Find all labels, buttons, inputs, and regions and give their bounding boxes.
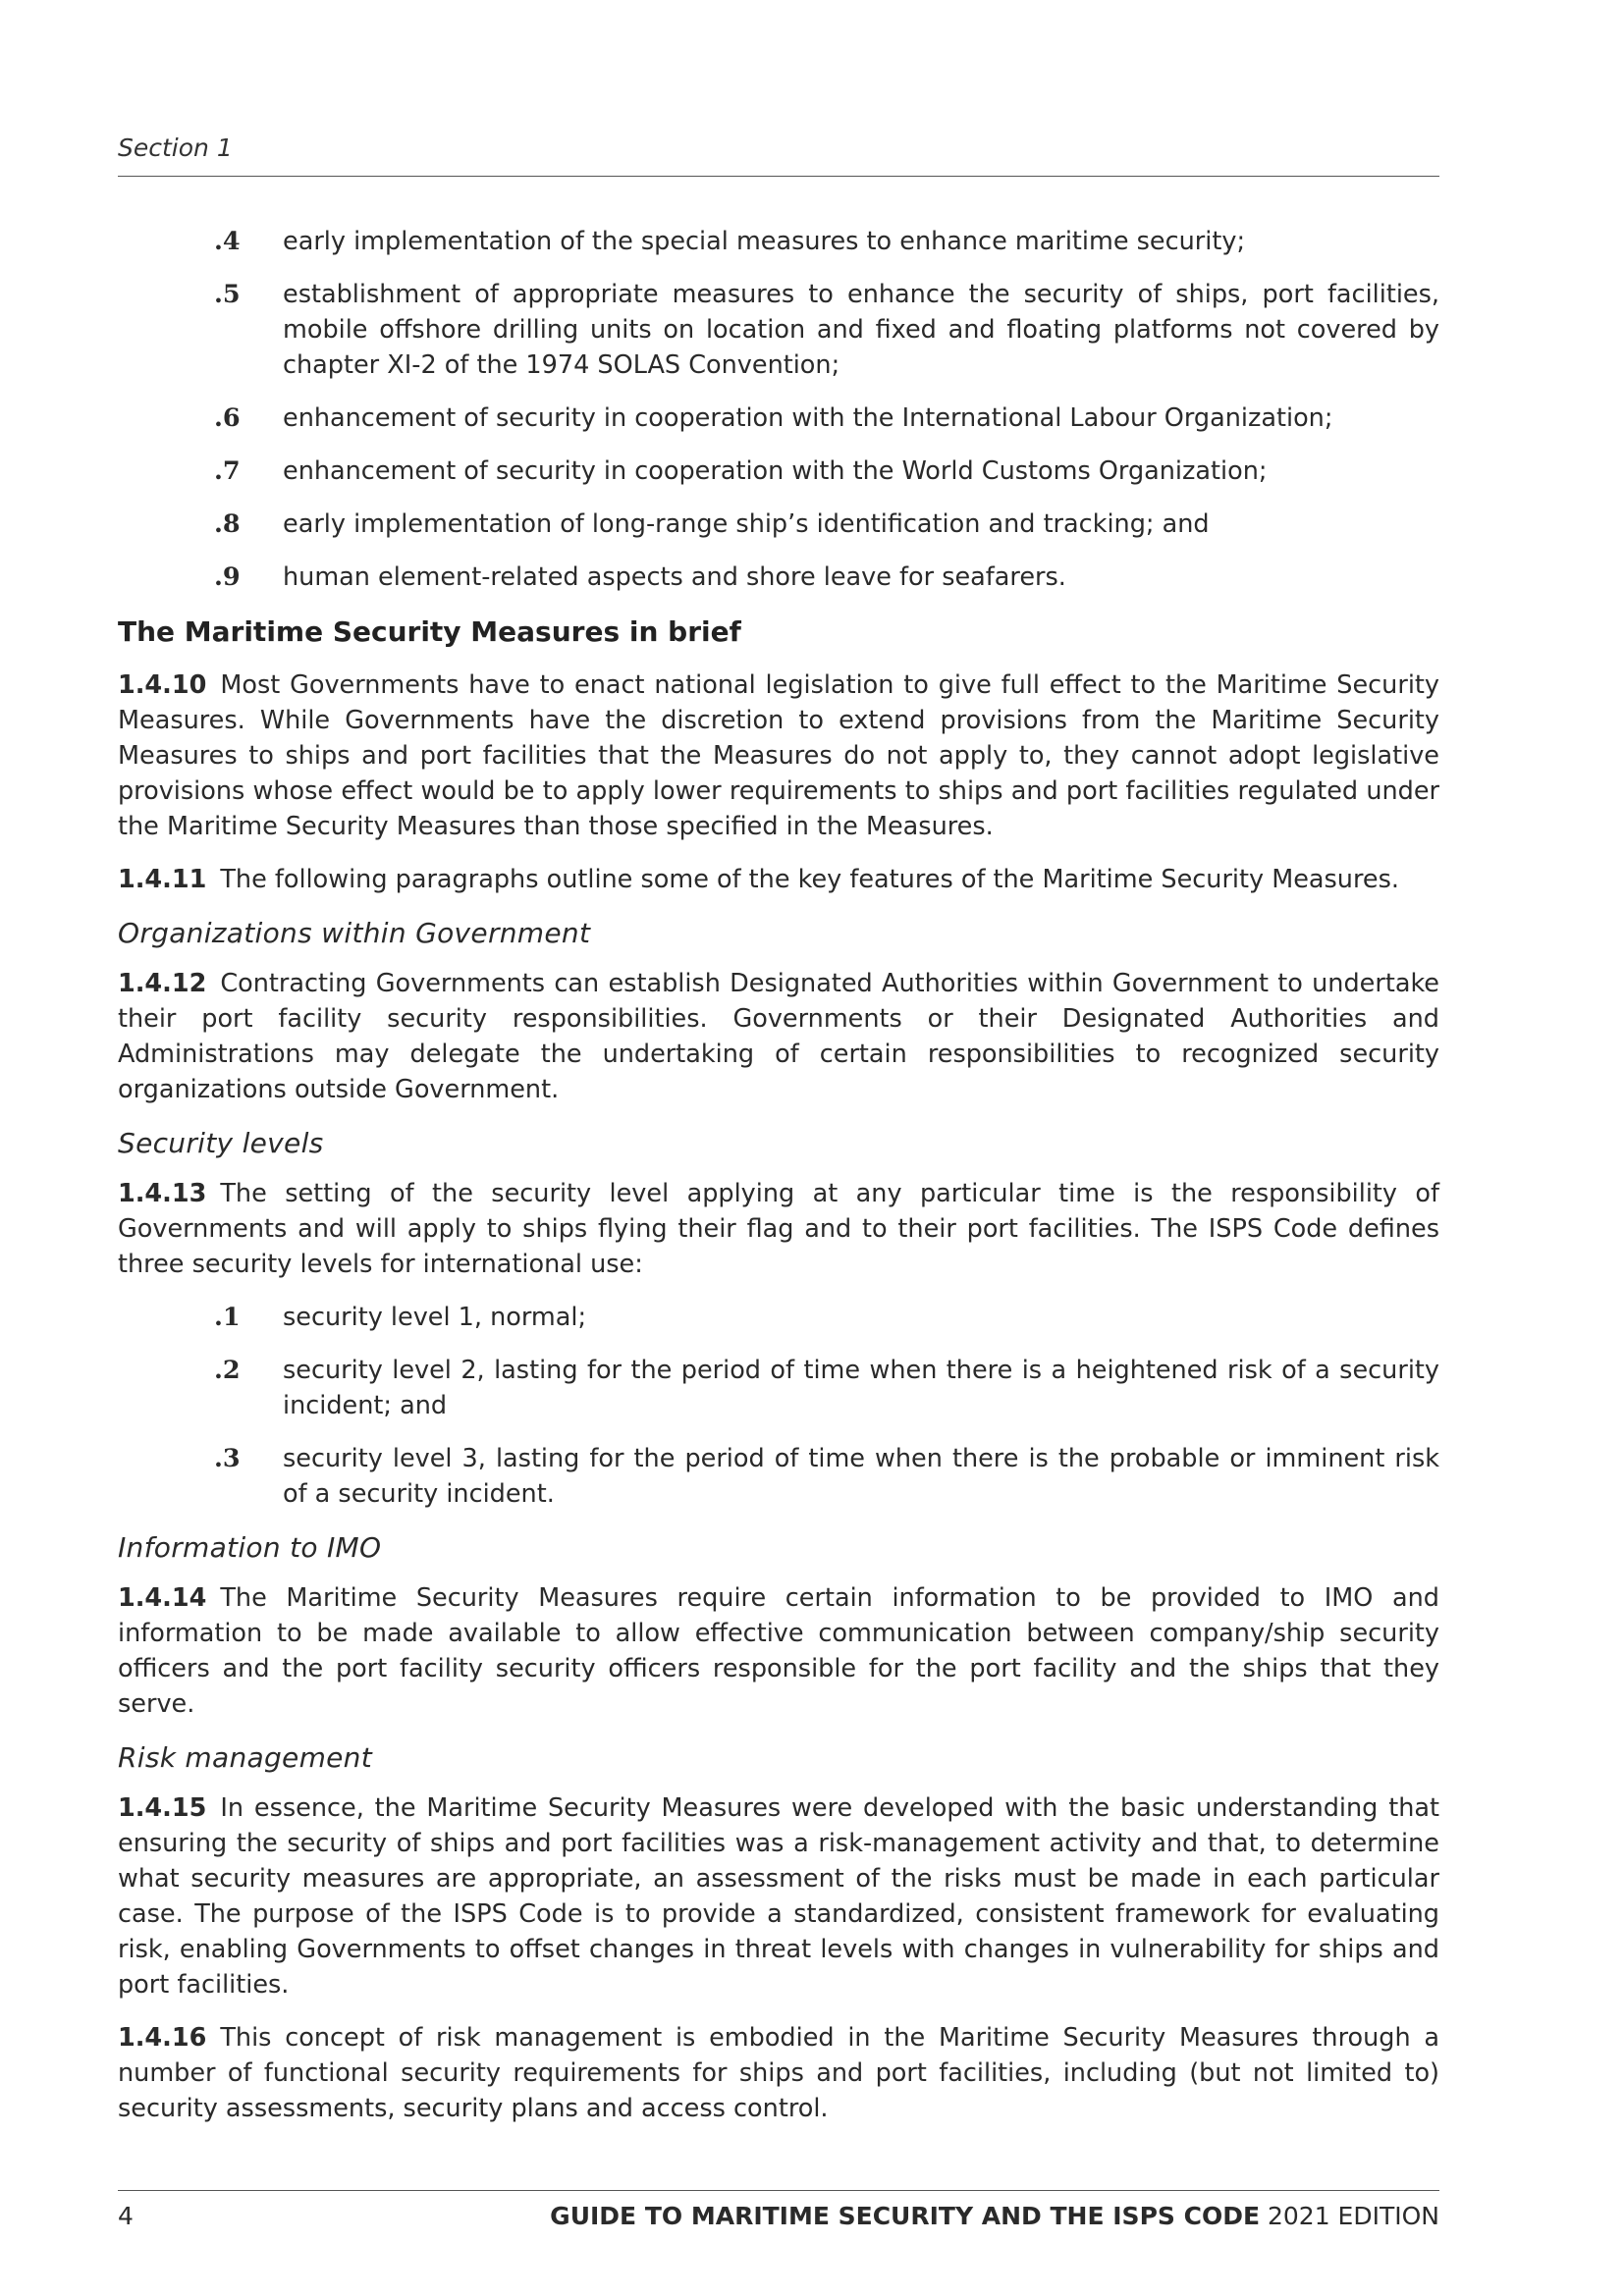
document-page	[118, 0, 1439, 2296]
paragraph-1-4-15	[118, 1790, 1439, 2002]
paragraph-1-4-10	[118, 667, 1439, 844]
list-item-number: .4	[214, 227, 241, 256]
list-item-number: .8	[214, 509, 241, 539]
footer-title	[550, 2202, 1439, 2230]
list-item-text: enhancement of security in cooperation with the International Labour Organization;	[283, 403, 1333, 433]
subheading-organizations: Organizations within Government	[118, 917, 591, 949]
section-heading: The Maritime Security Measures in brief	[118, 615, 741, 648]
paragraph-number: 1.4.10	[118, 670, 207, 700]
list-item-text: security level 2, lasting for the period of time when there is a heightened risk of a security incident; and	[283, 1356, 1439, 1420]
running-head: Section 1	[118, 133, 233, 162]
paragraph-text: Most Governments have to enact national legislation to give full effect to the Maritime Security Measures. While Governments have the discretion to extend provisions from the Maritime Security Measures to ships and port facilities that the Measures do not apply to, they cannot adopt legislative provisions whose effect would be to apply lower requirements to ships and port facilities regulated under the Maritime Security Measures than those specified in the Measures.	[118, 670, 1439, 841]
paragraph-1-4-12	[118, 966, 1439, 1107]
list-item-number: .1	[214, 1303, 241, 1332]
page-content	[118, 224, 1439, 2144]
paragraph-text: This concept of risk management is embodied in the Maritime Security Measures through a number of functional security requirements for ships and port facilities, including (but not limited to) security assessments, security plans and access control.	[118, 2023, 1439, 2123]
list-item	[118, 1441, 1439, 1512]
list-item-text: early implementation of long-range ship’s identification and tracking; and	[283, 509, 1210, 539]
list-item-text: early implementation of the special measures to enhance maritime security;	[283, 227, 1246, 256]
paragraph-1-4-11	[118, 862, 1439, 897]
page-number: 4	[118, 2202, 134, 2230]
paragraph-number: 1.4.13	[118, 1179, 207, 1208]
list-item	[118, 1300, 1439, 1335]
list-item	[118, 224, 1439, 259]
header-rule	[118, 176, 1439, 177]
list-item-text: enhancement of security in cooperation with the World Customs Organization;	[283, 456, 1268, 486]
footer-title-edition: 2021 EDITION	[1267, 2202, 1439, 2230]
security-levels-list	[118, 1300, 1439, 1512]
paragraph-text: The setting of the security level applying at any particular time is the responsibility of Governments and will apply to ships flying their flag and to their port facilities. The ISPS Code defines three security levels for international use:	[118, 1179, 1439, 1279]
paragraph-1-4-14	[118, 1580, 1439, 1722]
paragraph-number: 1.4.12	[118, 969, 207, 998]
list-item-number: .5	[214, 280, 241, 309]
paragraph-text: Contracting Governments can establish Designated Authorities within Government to undertake their port facility security responsibilities. Governments or their Designated Authorities and Administrations may delegate the undertaking of certain responsibilities to recognized security organizations outside Government.	[118, 969, 1439, 1104]
list-item-text: human element-related aspects and shore leave for seafarers.	[283, 562, 1066, 592]
list-item-number: .9	[214, 562, 241, 592]
list-item	[118, 277, 1439, 383]
subheading-risk-management: Risk management	[118, 1741, 373, 1774]
list-item-text: establishment of appropriate measures to enhance the security of ships, port facilities, mobile offshore drilling units on location and fixed and floating platforms not covered by chapter XI-2 of the 1974 SOLAS Convention;	[283, 280, 1439, 380]
paragraph-1-4-16	[118, 2020, 1439, 2126]
page-footer	[118, 2202, 1439, 2241]
paragraph-text: The Maritime Security Measures require certain information to be provided to IMO and information to be made available to allow effective communication between company/ship security officers and the port facility security officers responsible for the port facility and the ships that they serve.	[118, 1583, 1439, 1719]
list-item-number: .7	[214, 456, 241, 486]
measures-list	[118, 224, 1439, 595]
paragraph-1-4-13	[118, 1176, 1439, 1282]
subheading-information-to-imo: Information to IMO	[118, 1531, 382, 1564]
list-item-number: .2	[214, 1356, 241, 1385]
footer-title-bold: GUIDE TO MARITIME SECURITY AND THE ISPS CODE	[550, 2202, 1261, 2230]
list-item	[118, 454, 1439, 489]
list-item-number: .6	[214, 403, 241, 433]
list-item-number: .3	[214, 1444, 241, 1473]
subheading-security-levels: Security levels	[118, 1127, 324, 1159]
paragraph-number: 1.4.15	[118, 1793, 207, 1823]
paragraph-number: 1.4.14	[118, 1583, 207, 1613]
list-item	[118, 400, 1439, 436]
paragraph-number: 1.4.11	[118, 865, 207, 894]
paragraph-text: In essence, the Maritime Security Measures were developed with the basic understanding that ensuring the security of ships and port facilities was a risk-management activity and that, to determine what security measures are appropriate, an assessment of the risks must be made in each particular case. The purpose of the ISPS Code is to provide a standardized, consistent framework for evaluating risk, enabling Governments to offset changes in threat levels with changes in vulnerability for ships and port facilities.	[118, 1793, 1439, 2000]
list-item-text: security level 3, lasting for the period of time when there is the probable or imminent risk of a security incident.	[283, 1444, 1439, 1509]
paragraph-text: The following paragraphs outline some of the key features of the Maritime Security Measures.	[220, 865, 1399, 894]
list-item	[118, 507, 1439, 542]
list-item-text: security level 1, normal;	[283, 1303, 587, 1332]
list-item	[118, 560, 1439, 595]
paragraph-number: 1.4.16	[118, 2023, 207, 2053]
footer-rule	[118, 2190, 1439, 2191]
list-item	[118, 1353, 1439, 1423]
